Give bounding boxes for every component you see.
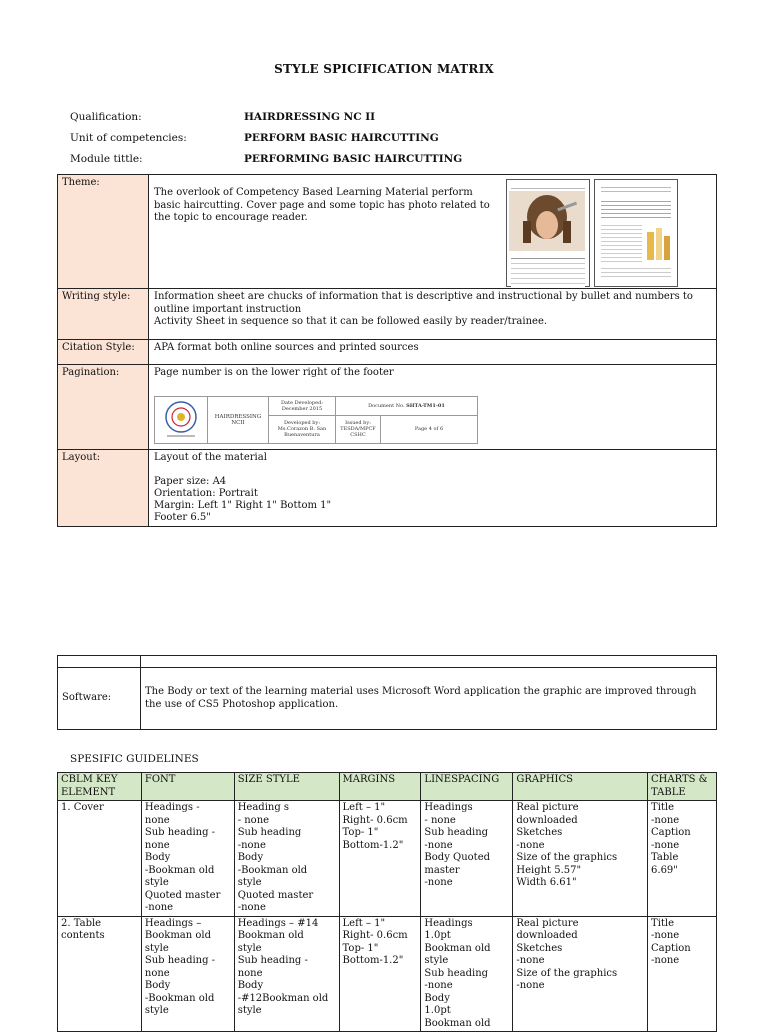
table-cell: 1. Cover — [58, 801, 142, 917]
table-cell: Title -none Caption -none — [648, 916, 717, 1032]
table-cell: Headings 1.0pt Bookman old style Sub heading -none Body 1.0pt Bookman old — [421, 916, 513, 1032]
col-header-charts: CHARTS & TABLE — [648, 773, 717, 801]
table-cell: Title -none Caption -none Table 6.69" — [648, 801, 717, 917]
table-cell: Headings - none Sub heading - none Body -Bookman old style Quoted master -none — [141, 801, 234, 917]
footer-date-label: Date Developed: — [281, 399, 323, 406]
software-row — [58, 668, 717, 730]
software-text: The Body or text of the learning material uses Microsoft Word application the graphic are improved through the use of CS5 Photoshop application. — [141, 668, 717, 730]
citation-label: Citation Style: — [58, 340, 149, 365]
table-row — [58, 801, 717, 917]
table-cell: Left – 1" Right- 0.6cm Top- 1" Bottom-1.2" — [339, 801, 421, 917]
citation-text: APA format both online sources and printed sources — [149, 340, 717, 365]
col-header-element: CBLM KEY ELEMENT — [58, 773, 142, 801]
col-header-size-style: SIZE STYLE — [234, 773, 339, 801]
col-header-margins: MARGINS — [339, 773, 421, 801]
footer-page: Page 4 of 6 — [381, 416, 478, 443]
product-bottles-image — [645, 222, 671, 262]
footer-developed-label: Developed by: — [283, 420, 321, 427]
footer-developed-value: Ms.Corazon B. San Buenaventura — [277, 426, 327, 439]
pagination-text: Page number is on the lower right of the footer — [154, 367, 394, 378]
table-cell: Left – 1" Right- 0.6cm Top- 1" Bottom-1.2" — [339, 916, 421, 1032]
footer-sample — [154, 396, 478, 444]
table-cell: 2. Table contents — [58, 916, 142, 1032]
writing-label: Writing style: — [58, 289, 149, 340]
unit-value: PERFORM BASIC HAIRCUTTING — [244, 132, 439, 144]
footer-doc-label: Document No. — [368, 402, 405, 409]
table-row — [58, 916, 717, 1032]
pagination-row — [58, 365, 717, 450]
col-header-graphics: GRAPHICS — [513, 773, 648, 801]
module-label: Module tittle: — [70, 153, 143, 165]
theme-row — [58, 175, 717, 289]
table-cell: Headings – #14 Bookman old style Sub heading - none Body -#12Bookman old style — [234, 916, 339, 1032]
footer-org: HAIRDRESSING NCII — [208, 396, 269, 443]
school-seal-icon — [161, 399, 201, 439]
software-label: Software: — [58, 668, 141, 730]
layout-label: Layout: — [58, 450, 149, 527]
table-cell: Headings – Bookman old style Sub heading - none Body -Bookman old style — [141, 916, 234, 1032]
table-cell: Heading s - none Sub heading -none Body -Bookman old style Quoted master -none — [234, 801, 339, 917]
footer-issued-label: Issued by: — [345, 420, 371, 427]
info-sheet-thumbnail — [594, 179, 678, 287]
layout-text: Layout of the material Paper size: A4 Orientation: Portrait Margin: Left 1" Right 1" Bottom 1" Footer 6.5" — [149, 450, 717, 527]
table-cell: Headings - none Sub heading -none Body Quoted master -none — [421, 801, 513, 917]
guidelines-header-row — [58, 773, 717, 801]
table-cell: Real picture downloaded Sketches -none Size of the graphics Height 5.57" Width 6.61" — [513, 801, 648, 917]
unit-label: Unit of competencies: — [70, 132, 187, 144]
qualification-value: HAIRDRESSING NC II — [244, 111, 376, 123]
footer-issued-value: TESDA/MPCF CSHC — [340, 426, 376, 439]
page-title: STYLE SPICIFICATION MATRIX — [274, 62, 494, 76]
pagination-label: Pagination: — [58, 365, 149, 450]
theme-label: Theme: — [58, 175, 149, 289]
theme-text: The overlook of Competency Based Learning Material perform basic haircutting. Cover page and some topic has photo related to the topic to encourage reader. — [154, 187, 490, 223]
citation-row — [58, 340, 717, 365]
col-header-linespacing: LINESPACING — [421, 773, 513, 801]
guidelines-title: SPESIFIC GUIDELINES — [70, 753, 199, 765]
col-header-font: FONT — [141, 773, 234, 801]
layout-row — [58, 450, 717, 527]
spec-table — [57, 174, 717, 527]
writing-row — [58, 289, 717, 340]
software-table — [57, 655, 717, 730]
footer-doc-value: SHTA-TM1-01 — [406, 402, 445, 409]
table-cell: Real picture downloaded Sketches -none Size of the graphics -none — [513, 916, 648, 1032]
footer-date-value: December 2015 — [281, 405, 323, 412]
hair-photo-image — [507, 191, 587, 251]
qualification-label: Qualification: — [70, 111, 142, 123]
cover-thumbnail — [506, 179, 590, 287]
writing-text: Information sheet are chucks of information that is descriptive and instructional by bullet and numbers to outline important instruction Activity Sheet in sequence so that it can be followed easily by reader/trainee. — [149, 289, 717, 340]
module-value: PERFORMING BASIC HAIRCUTTING — [244, 153, 463, 165]
guidelines-table — [57, 772, 717, 1032]
